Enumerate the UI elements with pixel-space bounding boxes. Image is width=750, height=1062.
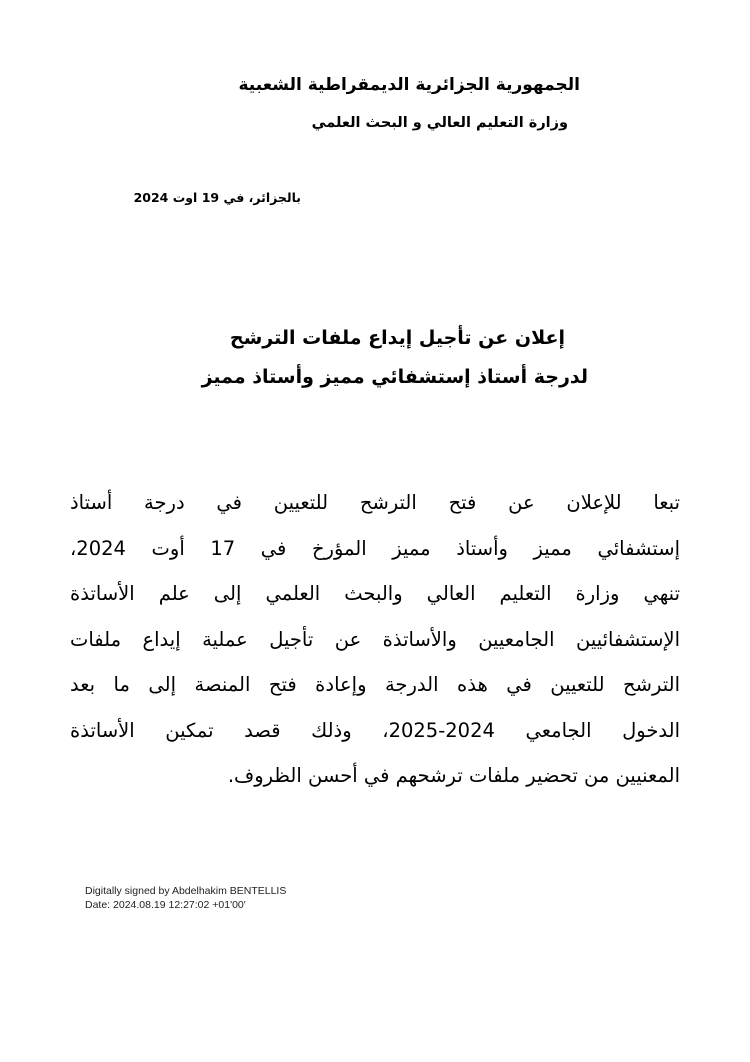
signature-date-line: Date: 2024.08.19 12:27:02 +01'00' — [85, 899, 246, 911]
body-line-3: تنهي وزارة التعليم العالي والبحث العلمي إلى علم الأساتذة — [70, 582, 680, 605]
announcement-body — [70, 480, 680, 799]
place-date-line: بالجزائر، في 19 اوت 2024 — [133, 190, 301, 205]
country-name-heading: الجمهورية الجزائرية الديمقراطية الشعبية — [238, 75, 580, 95]
body-line-5: الترشح للتعيين في هذه الدرجة وإعادة فتح المنصة إلى ما بعد — [70, 673, 680, 696]
body-line-6: الدخول الجامعي 2024-2025، وذلك قصد تمكين الأساتذة — [70, 718, 680, 742]
announcement-title-line-1: إعلان عن تأجيل إيداع ملفات الترشح — [229, 327, 565, 349]
digital-signature-block — [85, 884, 286, 912]
body-line-1: تبعا للإعلان عن فتح الترشح للتعيين في درجة أستاذ — [70, 491, 680, 514]
ministry-name-heading: وزارة التعليم العالي و البحث العلمي — [311, 115, 568, 131]
announcement-title-line-2: لدرجة أستاذ إستشفائي مميز وأستاذ مميز — [201, 366, 588, 388]
signature-signer-line: Digitally signed by Abdelhakim BENTELLIS — [85, 885, 287, 897]
body-line-7: المعنيين من تحضير ملفات ترشحهم في أحسن الظروف. — [227, 764, 680, 787]
body-line-2: إستشفائي مميز وأستاذ مميز المؤرخ في 17 أوت 2024، — [70, 536, 681, 560]
body-line-4: الإستشفائيين الجامعيين والأساتذة عن تأجيل عملية إيداع ملفات — [70, 627, 680, 651]
